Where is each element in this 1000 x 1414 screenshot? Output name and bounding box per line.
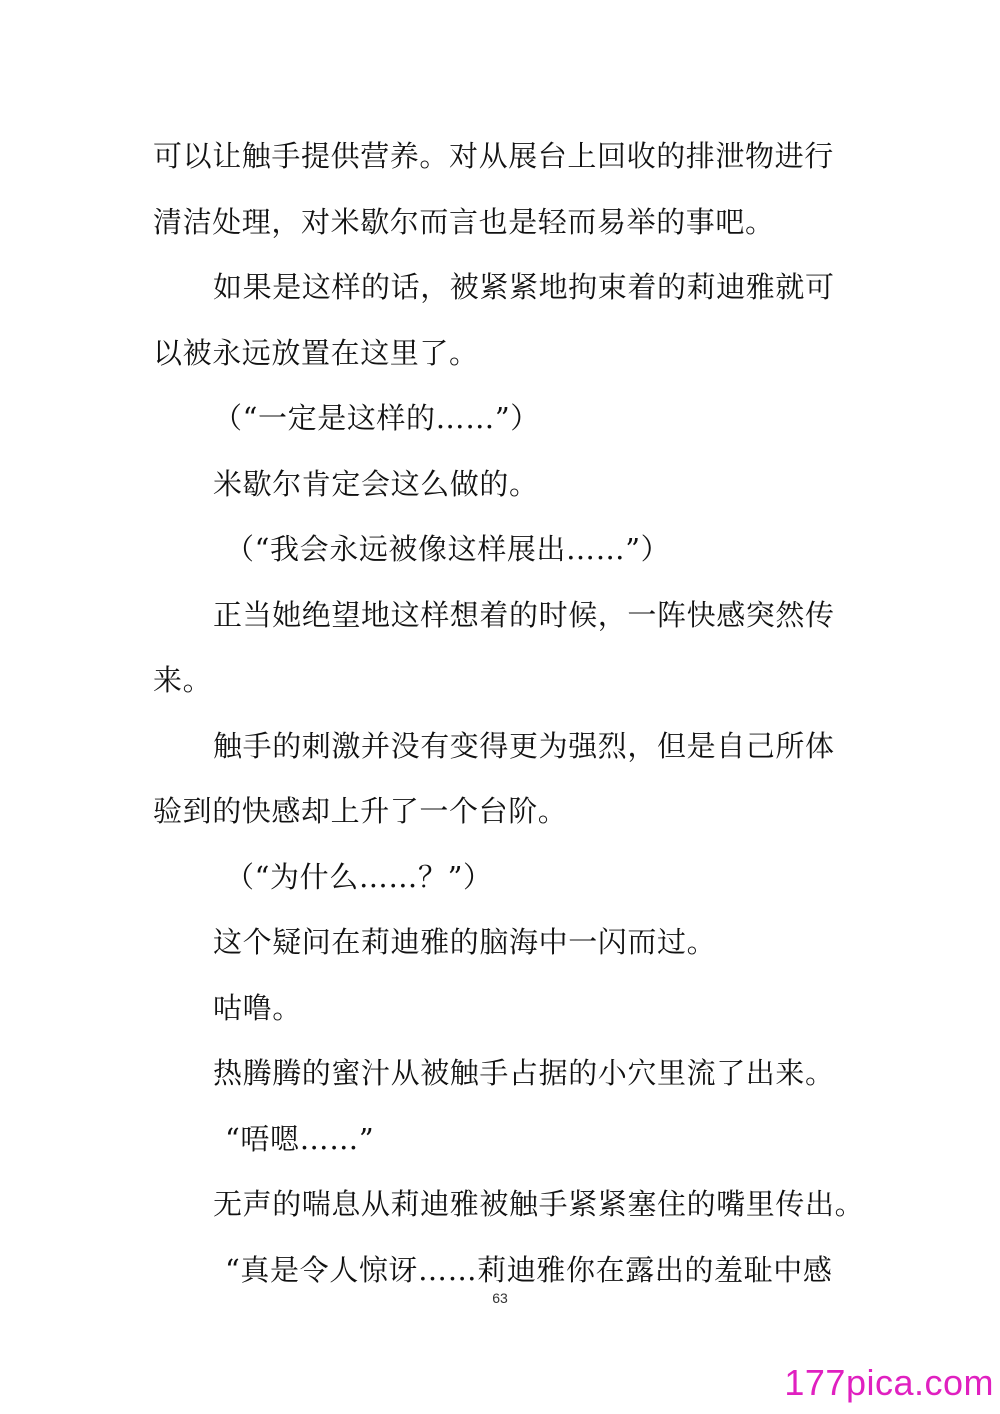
text-line: 以被永远放置在这里了。 — [153, 335, 479, 370]
page-number: 63 — [492, 1290, 508, 1306]
text-line: （“一定是这样的……”） — [213, 401, 540, 435]
text-line: “唔嗯……” — [225, 1121, 375, 1156]
text-line: 可以让触手提供营养。对从展台上回收的排泄物进行 — [153, 139, 834, 173]
text-line: 如果是这样的话，被紧紧地拘束着的莉迪雅就可 — [213, 270, 835, 304]
text-line: 热腾腾的蜜汁从被触手占据的小穴里流了出来。 — [213, 1056, 835, 1090]
text-line: “真是令人惊讶……莉迪雅你在露出的羞耻中感 — [225, 1252, 833, 1287]
watermark-text: 177pica.com — [784, 1362, 994, 1403]
text-line: 验到的快感却上升了一个台阶。 — [153, 794, 568, 828]
text-line: 正当她绝望地这样想着的时候，一阵快感突然传 — [213, 597, 835, 632]
text-line: 米歇尔肯定会这么做的。 — [213, 466, 539, 501]
text-line: 这个疑问在莉迪雅的脑海中一闪而过。 — [213, 925, 717, 959]
text-line: 咕噜。 — [213, 990, 302, 1025]
text-line: （“我会永远被像这样展出……”） — [225, 532, 671, 566]
text-line: （“为什么……？”） — [225, 859, 493, 894]
text-line: 清洁处理，对米歇尔而言也是轻而易举的事吧。 — [153, 204, 775, 239]
body-text — [153, 129, 873, 1308]
text-line: 触手的刺激并没有变得更为强烈，但是自己所体 — [213, 728, 835, 763]
text-line: 无声的喘息从莉迪雅被触手紧紧塞住的嘴里传出。 — [213, 1187, 865, 1221]
text-line: 来。 — [153, 663, 213, 697]
